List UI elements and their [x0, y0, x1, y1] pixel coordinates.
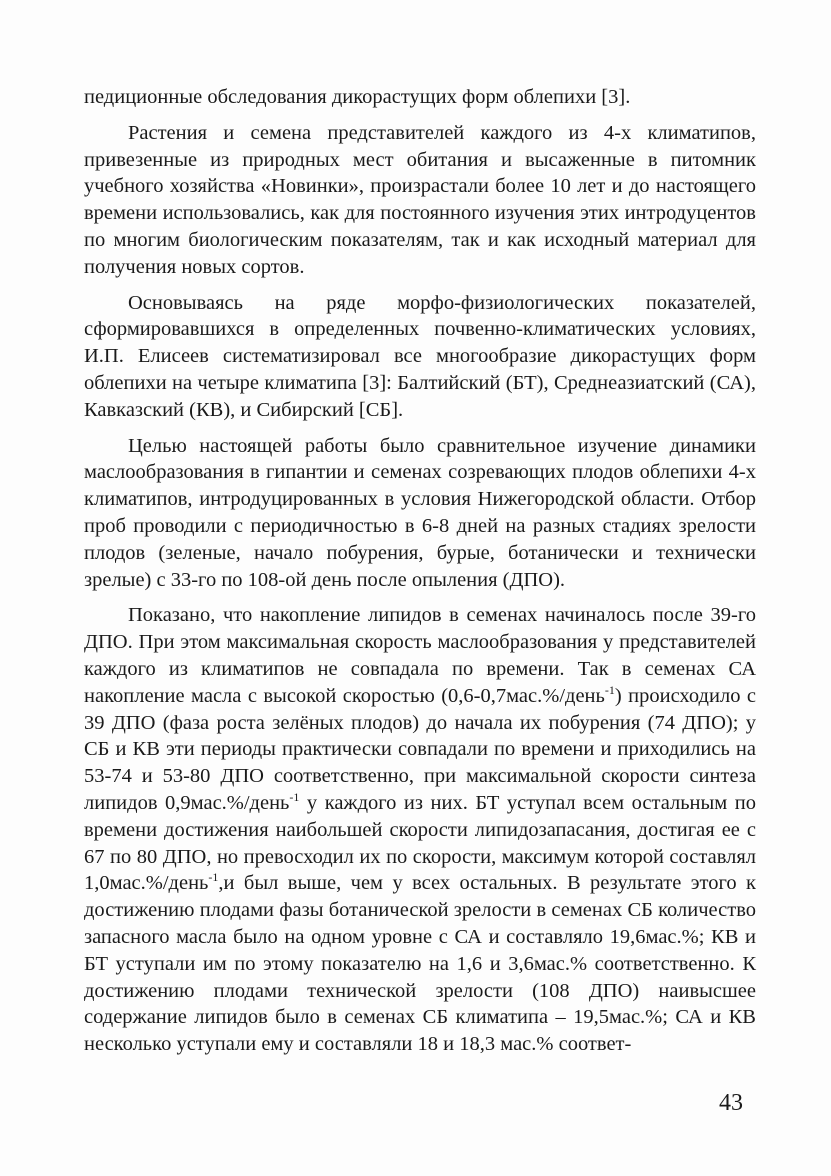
- paragraph-plants-and-seeds: Растения и семена представителей каждого из 4-х климатипов, привезенные из природных мест обитания и высаженные в питомник учебного хозяйства «Новинки», произрастали более 10 лет и до настоящего времени использовались, как для постоянного изучения этих интродуцентов по многим биологическим показателям, так и как исходный материал для получения новых сортов.: [84, 121, 756, 278]
- results-text-part-3: у каждого из них. БТ уступал всем остальным по времени достижения наибольшей скорости липидозапасания, достигая ее с 67 по 80 ДПО, но превосходил их по скорости, максимум которой составлял 1,0мас.%/день: [84, 791, 757, 895]
- paragraph-continuation: педиционные обследования дикорастущих форм облепихи [3].: [84, 86, 631, 108]
- results-text-part-4: ,и был выше, чем у всех остальных. В результате этого к достижению плодами фазы ботанической зрелости в семенах СБ количество запасного масла было на одном уровне с СА и составляло 19,6мас.%; КВ и БТ уступали им по этому показателю на 1,6 и 3,6мас.% соответственно. К достижению плодами технической зрелости (108 ДПО) наивысшее содержание липидов было в семенах СБ климатипа – 19,5мас.%; СА и КВ несколько уступали ему и составляли 18 и 18,3 мас.% соответ-: [84, 872, 756, 1056]
- paragraph-climatypes: Основываясь на ряде морфо-физиологических показателей, сформировавшихся в определенных почвенно-климатических условиях, И.П. Елисеев систематизировал все многообразие дикорастущих форм облепихи на четыре климатипа [3]: Балтийский (БТ), Среднеазиатский (СА), Кавказский (КВ), и Сибирский [СБ].: [84, 291, 756, 421]
- superscript-minus-one: -1: [208, 870, 219, 885]
- results-text-part-1: Показано, что накопление липидов в семенах начиналось после 39-го ДПО. При этом максимальная скорость маслообразования у представителей каждого из климатипов не совпадала по времени. Так в семенах СА накопление масла с высокой скоростью (0,6-0,7мас.%/день: [84, 604, 756, 707]
- results-text-part-2: ) происходило с 39 ДПО (фаза роста зелёных плодов) до начала их побурения (74 ДПО); у СБ и КВ эти периоды практически совпадали по времени и приходились на 53-74 и 53-80 ДПО соответственно, при максимальной скорости синтеза липидов 0,9мас.%/день: [84, 684, 756, 814]
- paragraph-results: [84, 602, 756, 1058]
- page-number: 43: [719, 1090, 743, 1116]
- superscript-minus-one: -1: [289, 789, 300, 804]
- paragraph-research-goal: Целью настоящей работы было сравнительное изучение динамики маслообразования в гипантии и семенах созревающих плодов облепихи 4-х климатипов, интродуцированных в условия Нижегородской области. Отбор проб проводили с периодичностью в 6-8 дней на разных стадиях зрелости плодов (зеленые, начало побурения, бурые, ботанически и технически зрелые) с 33-го по 108-ой день после опыления (ДПО).: [84, 434, 756, 591]
- superscript-minus-one: -1: [604, 682, 615, 697]
- body-text: [84, 84, 756, 1058]
